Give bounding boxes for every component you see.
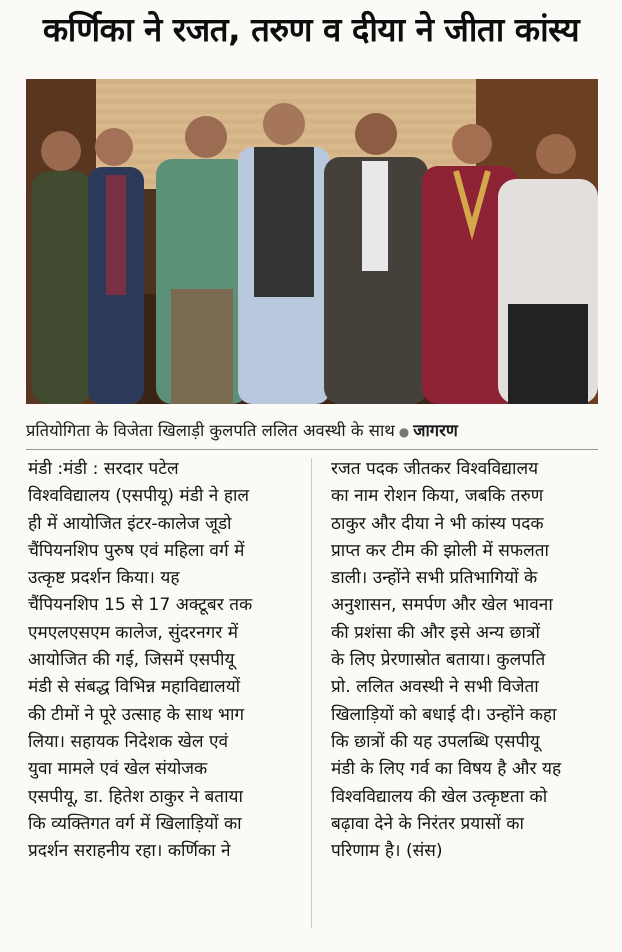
- article-column-1: [28, 456, 290, 865]
- text-line: रजत पदक जीतकर विश्वविद्यालय: [331, 459, 539, 479]
- photo-caption: [26, 418, 598, 441]
- text-line: एमएलएसएम कालेज, सुंदरनगर में: [28, 622, 239, 643]
- group-photo: [26, 79, 598, 404]
- text-line: उत्कृष्ट प्रदर्शन किया। यह: [28, 568, 180, 589]
- text-line: की प्रशंसा की और इसे अन्य छात्रों: [331, 622, 540, 643]
- caption-text: प्रतियोगिता के विजेता खिलाड़ी कुलपति ललित अवस्थी के साथ: [26, 421, 395, 440]
- text-line: डाली। उन्होंने सभी प्रतिभागियों के: [331, 568, 538, 589]
- text-line: लिया। सहायक निदेशक खेल एवं: [28, 731, 229, 752]
- text-line: युवा मामले एवं खेल संयोजक: [28, 759, 208, 780]
- text-line: चैंपियनशिप पुरुष एवं महिला वर्ग में: [28, 540, 245, 561]
- text-line: आयोजित की गई, जिसमें एसपीयू: [28, 650, 235, 671]
- text-line: खिलाड़ियों को बधाई दी। उन्होंने कहा: [331, 704, 557, 725]
- text-line: अनुशासन, समर्पण और खेल भावना: [331, 595, 553, 616]
- text-line: विश्वविद्यालय (एसपीयू) मंडी ने हाल: [28, 486, 250, 507]
- text-line: ही में आयोजित इंटर-कालेज जूडो: [28, 513, 232, 534]
- text-line: प्रो. ललित अवस्थी ने सभी विजेता: [331, 677, 539, 698]
- text-line: का नाम रोशन किया, जबकि तरुण: [331, 486, 544, 507]
- text-line: प्राप्त कर टीम की झोली में सफलता: [331, 540, 549, 561]
- text-line: के लिए प्रेरणास्रोत बताया। कुलपति: [331, 650, 546, 671]
- bullet-icon: ●: [398, 425, 410, 439]
- text-line: प्रदर्शन सराहनीय रहा। कर्णिका ने: [28, 841, 231, 862]
- text-line: चैंपियनशिप 15 से 17 अक्टूबर तक: [28, 595, 253, 616]
- text-line: ठाकुर और दीया ने भी कांस्य पदक: [331, 513, 544, 534]
- text-line: की टीमों ने पूरे उत्साह के साथ भाग: [28, 704, 245, 725]
- text-line: मंडी के लिए गर्व का विषय है और यह: [331, 759, 562, 780]
- divider: [26, 449, 598, 450]
- caption-source: जागरण: [413, 421, 458, 440]
- headline: कर्णिका ने रजत, तरुण व दीया ने जीता कांस्य: [42, 10, 580, 49]
- text-line: परिणाम है। (संस): [331, 841, 443, 862]
- article-column-2: [331, 456, 599, 865]
- text-line: मंडी से संबद्ध विभिन्न महाविद्यालयों: [28, 677, 241, 698]
- text-line: कि छात्रों की यह उपलब्धि एसपीयू: [331, 731, 540, 752]
- text-line: मंडी :मंडी : सरदार पटेल: [28, 459, 179, 479]
- text-line: एसपीयू, डा. हितेश ठाकुर ने बताया: [28, 786, 243, 807]
- text-line: विश्वविद्यालय की खेल उत्कृष्टता को: [331, 786, 548, 807]
- text-line: कि व्यक्तिगत वर्ग में खिलाड़ियों का: [28, 813, 242, 834]
- text-line: बढ़ावा देने के निरंतर प्रयासों का: [331, 813, 524, 834]
- column-divider: [311, 458, 312, 928]
